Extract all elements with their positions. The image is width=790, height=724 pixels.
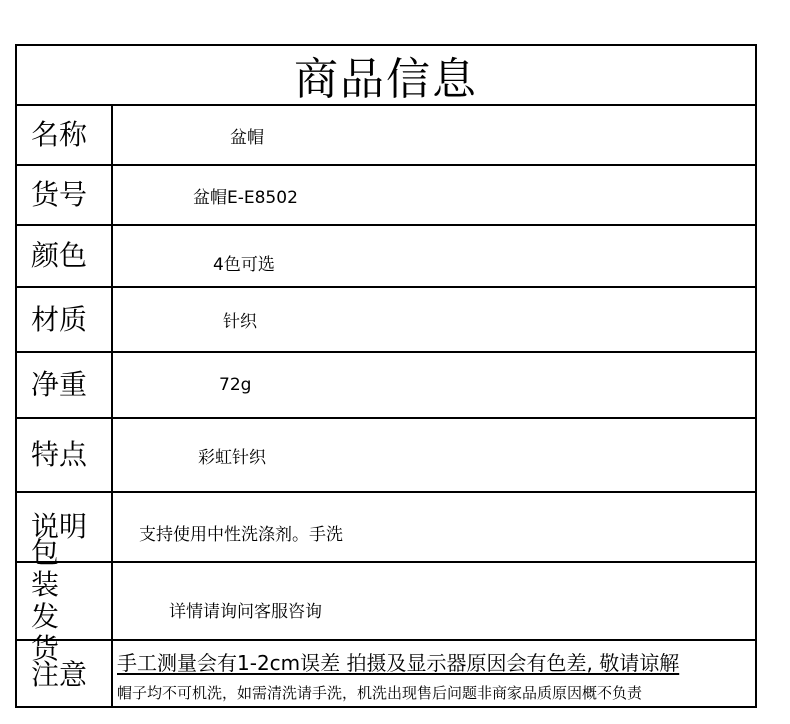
row-feature xyxy=(17,419,755,493)
label-name: 名称 xyxy=(17,106,113,164)
row-description xyxy=(17,493,755,563)
value-material: 针织 xyxy=(223,312,257,332)
row-name xyxy=(17,106,755,166)
label-weight: 净重 xyxy=(17,353,113,417)
value-packaging: 详情请询问客服咨询 xyxy=(169,601,322,622)
table-title: 商品信息 xyxy=(17,46,755,106)
label-item-number: 货号 xyxy=(17,166,113,224)
label-color: 颜色 xyxy=(17,226,113,286)
label-packaging: 包装发货 xyxy=(17,563,113,639)
note-content xyxy=(113,641,755,708)
note-line-1: 手工测量会有1-2cm误差 拍摄及显示器原因会有色差, 敬请谅解 xyxy=(117,650,680,675)
row-color xyxy=(17,226,755,288)
label-feature: 特点 xyxy=(17,419,113,491)
label-material: 材质 xyxy=(17,288,113,351)
row-item-number xyxy=(17,166,755,226)
label-description: 说明 xyxy=(17,493,113,561)
value-description: 支持使用中性洗涤剂。手洗 xyxy=(139,524,343,545)
row-material xyxy=(17,288,755,353)
note-line-2: 帽子均不可机洗，如需清洗请手洗，机洗出现售后问题非商家品质原因概不负责 xyxy=(117,683,643,702)
label-note: 注意 xyxy=(17,641,113,708)
row-note xyxy=(17,641,755,708)
product-info-table xyxy=(15,44,757,708)
value-name: 盆帽 xyxy=(230,127,264,148)
value-feature: 彩虹针织 xyxy=(198,447,266,468)
value-color: 4色可选 xyxy=(213,254,275,275)
row-weight xyxy=(17,353,755,419)
value-weight: 72g xyxy=(219,375,252,395)
value-item-number: 盆帽E-E8502 xyxy=(193,187,298,208)
